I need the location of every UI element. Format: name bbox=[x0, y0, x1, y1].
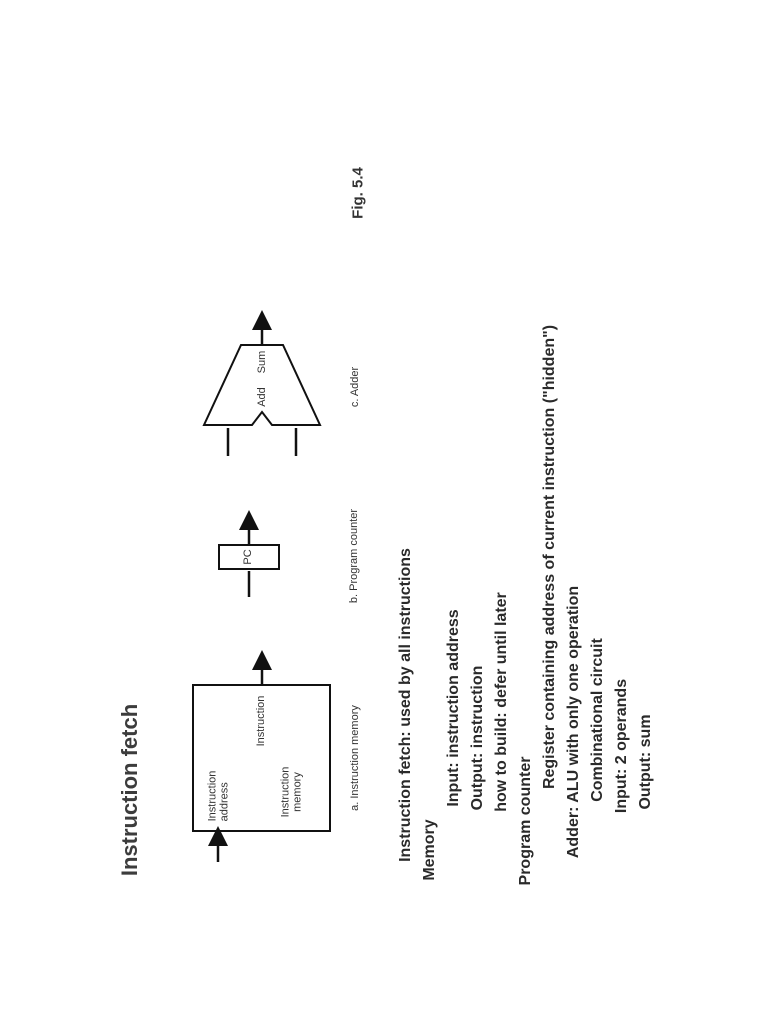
bullet-line: Instruction fetch: used by all instructions bbox=[397, 548, 414, 862]
instruction-address-label: Instruction address bbox=[206, 770, 230, 822]
bullet-line: Adder: ALU with only one operation bbox=[565, 585, 582, 859]
bullet-line: Output: instruction bbox=[469, 665, 486, 811]
adder-sum-label: Sum bbox=[256, 350, 269, 374]
instruction-output-label: Instruction bbox=[255, 695, 268, 747]
bullet-line: Input: instruction address bbox=[445, 609, 462, 807]
adder-add-label: Add bbox=[256, 387, 269, 407]
bullet-line: Register containing address of current instruction ("hidden") bbox=[541, 324, 558, 790]
pc-label: PC bbox=[242, 549, 255, 565]
instruction-memory-caption: a. Instruction memory bbox=[349, 705, 361, 811]
bullet-line: Memory bbox=[421, 819, 438, 881]
bullet-line: Combinational circuit bbox=[589, 638, 606, 802]
instruction-memory-label: Instruction memory bbox=[279, 766, 303, 818]
bullet-line: Input: 2 operands bbox=[613, 678, 630, 814]
bullet-line: how to build: defer until later bbox=[493, 592, 510, 812]
bullet-line: Program counter bbox=[517, 756, 534, 886]
program-counter-caption: b. Program counter bbox=[348, 508, 360, 604]
adder-caption: c. Adder bbox=[349, 366, 361, 408]
bullet-line: Output: sum bbox=[637, 714, 654, 810]
figure-reference: Fig. 5.4 bbox=[349, 167, 367, 219]
slide-title: Instruction fetch bbox=[117, 703, 142, 877]
